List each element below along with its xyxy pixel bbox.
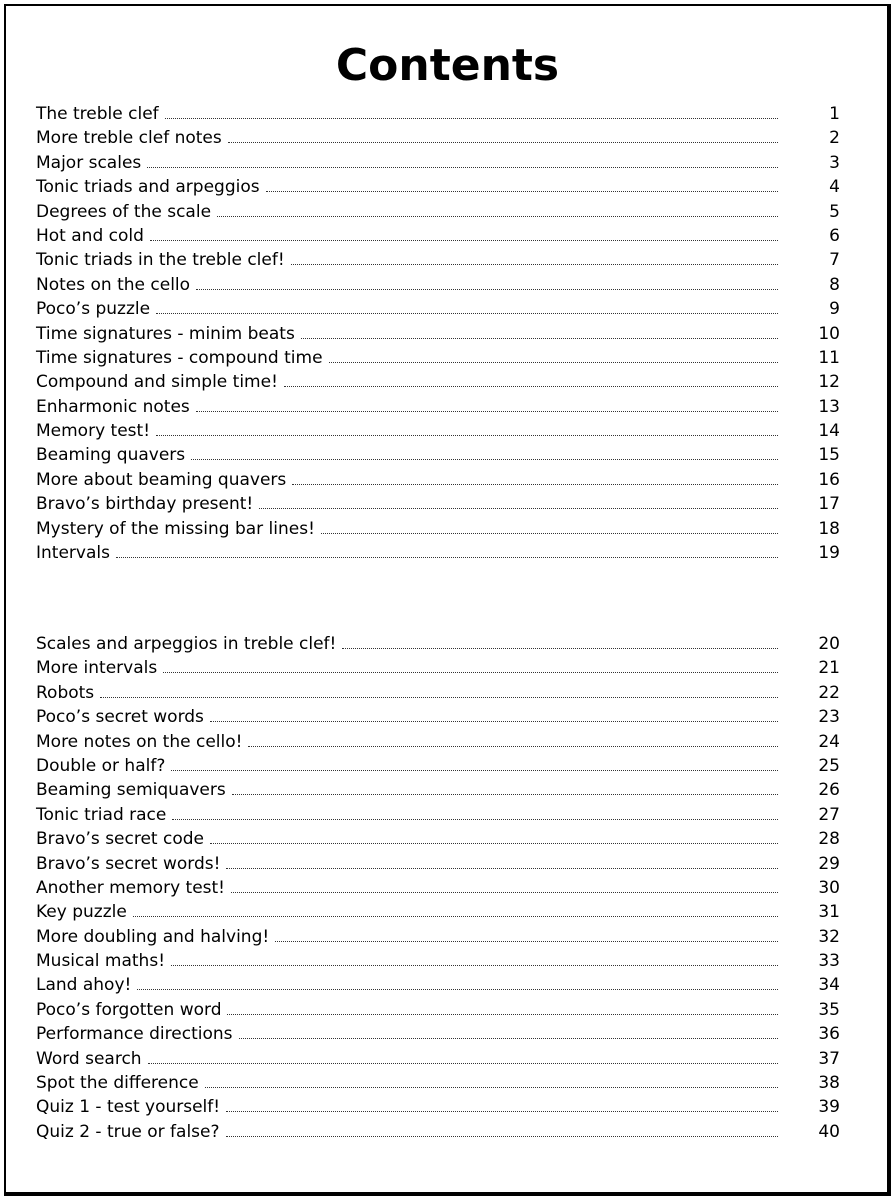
toc-entry-title: Poco’s forgotten word — [36, 999, 222, 1020]
toc-entry-title: Spot the difference — [36, 1073, 199, 1094]
dot-leader — [133, 916, 778, 917]
toc-entry-title: Memory test! — [36, 421, 151, 442]
toc-entry — [36, 854, 840, 878]
toc-entry — [36, 1049, 840, 1073]
toc-entry-page-number: 9 — [829, 299, 840, 320]
toc-entry-page-number: 39 — [818, 1097, 840, 1118]
page-title: Contents — [335, 40, 560, 91]
toc-entry — [36, 658, 840, 682]
toc-entry-title: Robots — [36, 682, 95, 703]
toc-entry-title: Intervals — [36, 543, 110, 564]
dot-leader — [116, 557, 778, 558]
toc-entry-page-number: 12 — [818, 372, 840, 393]
toc-entry — [36, 324, 840, 348]
toc-entry-page-number: 11 — [818, 347, 840, 368]
dot-leader — [210, 721, 778, 722]
dot-leader — [292, 484, 778, 485]
toc-entry-title: Key puzzle — [36, 902, 127, 923]
toc-entry-title: Tonic triad race — [36, 804, 167, 825]
dot-leader — [147, 167, 778, 168]
toc-entry — [36, 1024, 840, 1048]
toc-entry — [36, 902, 840, 926]
toc-entry-title: Poco’s puzzle — [36, 299, 151, 320]
toc-entry-page-number: 14 — [818, 421, 840, 442]
toc-entry-page-number: 17 — [818, 494, 840, 515]
toc-entry — [36, 829, 840, 853]
dot-leader — [171, 770, 778, 771]
toc-entry-title: Time signatures - compound time — [36, 347, 323, 368]
toc-entry — [36, 951, 840, 975]
toc-entry-page-number: 7 — [829, 250, 840, 271]
toc-entry-title: More about beaming quavers — [36, 469, 287, 490]
toc-entry-page-number: 22 — [818, 682, 840, 703]
dot-leader — [171, 965, 778, 966]
dot-leader — [228, 142, 778, 143]
toc-entry-title: Time signatures - minim beats — [36, 323, 295, 344]
dot-leader — [210, 843, 778, 844]
toc-entry — [36, 372, 840, 396]
toc-entry-page-number: 32 — [818, 926, 840, 947]
dot-leader — [275, 941, 778, 942]
toc-entry — [36, 445, 840, 469]
toc-entry-page-number: 31 — [818, 902, 840, 923]
toc-entry — [36, 275, 840, 299]
toc-entry — [36, 927, 840, 951]
toc-entry — [36, 878, 840, 902]
toc-entry-page-number: 13 — [818, 396, 840, 417]
toc-entry-page-number: 40 — [818, 1121, 840, 1142]
toc-entry-page-number: 15 — [818, 445, 840, 466]
dot-leader — [100, 697, 778, 698]
toc-entry-page-number: 6 — [829, 225, 840, 246]
dot-leader — [291, 264, 778, 265]
toc-entry-title: Tonic triads in the treble clef! — [36, 250, 285, 271]
dot-leader — [226, 1136, 778, 1137]
toc-entry-title: Tonic triads and arpeggios — [36, 177, 260, 198]
toc-entry-title: More doubling and halving! — [36, 926, 270, 947]
toc-entry — [36, 805, 840, 829]
toc-entry-page-number: 38 — [818, 1073, 840, 1094]
toc-entry — [36, 153, 840, 177]
toc-entry-title: Bravo’s secret words! — [36, 853, 221, 874]
toc-entry-page-number: 33 — [818, 951, 840, 972]
dot-leader — [165, 118, 778, 119]
toc-entry-title: Bravo’s secret code — [36, 829, 204, 850]
toc-entry-title: Scales and arpeggios in treble clef! — [36, 634, 337, 654]
toc-entry-page-number: 37 — [818, 1048, 840, 1069]
toc-entry-title: Beaming semiquavers — [36, 780, 226, 801]
dot-leader — [137, 989, 778, 990]
toc-entry — [36, 470, 840, 494]
toc-entry-page-number: 26 — [818, 780, 840, 801]
toc-entry — [36, 1000, 840, 1024]
toc-entry — [36, 543, 840, 567]
toc-entry-page-number: 3 — [829, 152, 840, 173]
toc-entry — [36, 202, 840, 226]
dot-leader — [284, 386, 778, 387]
dot-leader — [148, 1063, 778, 1064]
toc-entry — [36, 177, 840, 201]
dot-leader — [226, 868, 778, 869]
dot-leader — [196, 289, 778, 290]
dot-leader — [266, 191, 778, 192]
toc-entry-title: Beaming quavers — [36, 445, 186, 466]
toc-entry-title: Performance directions — [36, 1024, 233, 1045]
dot-leader — [329, 362, 778, 363]
toc-entry-title: Word search — [36, 1048, 142, 1069]
toc-entry-page-number: 19 — [818, 543, 840, 564]
toc-entry-page-number: 21 — [818, 658, 840, 679]
toc-entry — [36, 780, 840, 804]
toc-section-2 — [36, 634, 840, 1146]
toc-entry-title: Double or half? — [36, 755, 166, 776]
toc-entry — [36, 1097, 840, 1121]
dot-leader — [342, 648, 778, 649]
toc-entry-page-number: 4 — [829, 177, 840, 198]
toc-entry-page-number: 23 — [818, 707, 840, 728]
toc-entry — [36, 494, 840, 518]
dot-leader — [191, 459, 778, 460]
toc-entry — [36, 756, 840, 780]
toc-entry — [36, 104, 840, 128]
toc-entry-page-number: 29 — [818, 853, 840, 874]
toc-entry-title: Poco’s secret words — [36, 707, 204, 728]
toc-entry — [36, 1073, 840, 1097]
toc-entry — [36, 299, 840, 323]
dot-leader — [232, 794, 778, 795]
dot-leader — [231, 892, 778, 893]
toc-entry-title: Degrees of the scale — [36, 201, 212, 222]
toc-entry — [36, 348, 840, 372]
dot-leader — [156, 313, 778, 314]
dot-leader — [259, 508, 778, 509]
toc-entry-title: Quiz 1 - test yourself! — [36, 1097, 221, 1118]
toc-entry-title: More intervals — [36, 658, 158, 679]
dot-leader — [239, 1038, 779, 1039]
dot-leader — [301, 338, 778, 339]
toc-entry-page-number: 20 — [818, 634, 840, 654]
toc-entry-page-number: 28 — [818, 829, 840, 850]
toc-entry — [36, 519, 840, 543]
toc-entry-title: Bravo’s birthday present! — [36, 494, 254, 515]
dot-leader — [163, 672, 778, 673]
toc-entry-title: Enharmonic notes — [36, 396, 190, 417]
dot-leader — [321, 533, 778, 534]
toc-entry-page-number: 34 — [818, 975, 840, 996]
toc-entry-page-number: 36 — [818, 1024, 840, 1045]
toc-entry-title: Compound and simple time! — [36, 372, 278, 393]
toc-entry — [36, 1122, 840, 1146]
toc-entry-title: More treble clef notes — [36, 128, 222, 149]
toc-entry-title: Hot and cold — [36, 225, 144, 246]
dot-leader — [156, 435, 778, 436]
toc-entry — [36, 226, 840, 250]
toc-entry-title: Mystery of the missing bar lines! — [36, 518, 315, 539]
toc-entry-page-number: 8 — [829, 274, 840, 295]
toc-entry-page-number: 10 — [818, 323, 840, 344]
toc-entry-page-number: 2 — [829, 128, 840, 149]
dot-leader — [150, 240, 778, 241]
toc-entry-page-number: 16 — [818, 469, 840, 490]
dot-leader — [227, 1014, 778, 1015]
toc-entry — [36, 707, 840, 731]
toc-entry-title: Major scales — [36, 152, 142, 173]
toc-entry-page-number: 30 — [818, 877, 840, 898]
toc-entry — [36, 250, 840, 274]
toc-entry — [36, 397, 840, 421]
toc-entry-page-number: 18 — [818, 518, 840, 539]
dot-leader — [248, 746, 778, 747]
toc-entry-page-number: 5 — [829, 201, 840, 222]
dot-leader — [172, 819, 778, 820]
toc-entry-title: More notes on the cello! — [36, 731, 243, 752]
toc-entry — [36, 732, 840, 756]
toc-entry-page-number: 27 — [818, 804, 840, 825]
toc-entry-page-number: 1 — [829, 104, 840, 124]
dot-leader — [226, 1111, 778, 1112]
toc-entry-page-number: 25 — [818, 755, 840, 776]
dot-leader — [205, 1087, 778, 1088]
toc-section-1 — [36, 104, 840, 567]
dot-leader — [196, 411, 778, 412]
toc-entry-title: Notes on the cello — [36, 274, 191, 295]
toc-entry-page-number: 35 — [818, 999, 840, 1020]
toc-entry-title: Another memory test! — [36, 877, 225, 898]
toc-entry-page-number: 24 — [818, 731, 840, 752]
toc-entry-title: The treble clef — [36, 104, 159, 124]
toc-entry — [36, 128, 840, 152]
toc-entry-title: Musical maths! — [36, 951, 166, 972]
toc-entry — [36, 683, 840, 707]
toc-entry — [36, 634, 840, 658]
toc-entry — [36, 975, 840, 999]
toc-entry-title: Quiz 2 - true or false? — [36, 1121, 220, 1142]
toc-entry-title: Land ahoy! — [36, 975, 132, 996]
dot-leader — [217, 216, 778, 217]
toc-entry — [36, 421, 840, 445]
